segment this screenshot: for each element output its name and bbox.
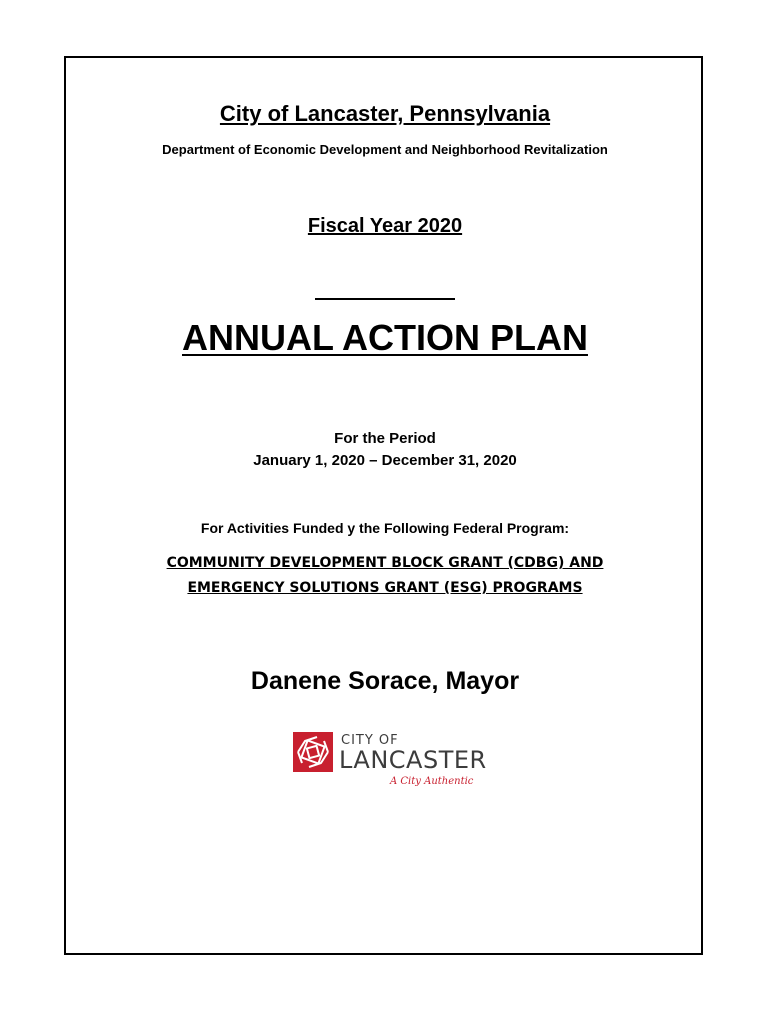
city-logo (293, 730, 487, 792)
logo-tagline: A City Authentic (390, 776, 474, 787)
logo-lancaster: LANCASTER (339, 746, 487, 774)
department-name: Department of Economic Development and Neighborhood Revitalization (162, 142, 608, 157)
divider-rule (315, 298, 455, 300)
program-line-1: COMMUNITY DEVELOPMENT BLOCK GRANT (CDBG) AND (166, 555, 604, 571)
period-label: For the Period (334, 430, 436, 447)
period-dates: January 1, 2020 – December 31, 2020 (253, 452, 517, 469)
city-title: City of Lancaster, Pennsylvania (219, 101, 551, 126)
fiscal-year: Fiscal Year 2020 (307, 215, 463, 237)
plan-title: ANNUAL ACTION PLAN (182, 317, 588, 358)
rose-emblem-icon (293, 732, 333, 772)
logo-city-of: CITY OF (341, 733, 399, 748)
mayor-name: Danene Sorace, Mayor (250, 667, 520, 695)
page-border (64, 56, 703, 955)
funding-intro: For Activities Funded y the Following Federal Program: (200, 520, 570, 536)
program-line-2: EMERGENCY SOLUTIONS GRANT (ESG) PROGRAMS (187, 580, 583, 596)
